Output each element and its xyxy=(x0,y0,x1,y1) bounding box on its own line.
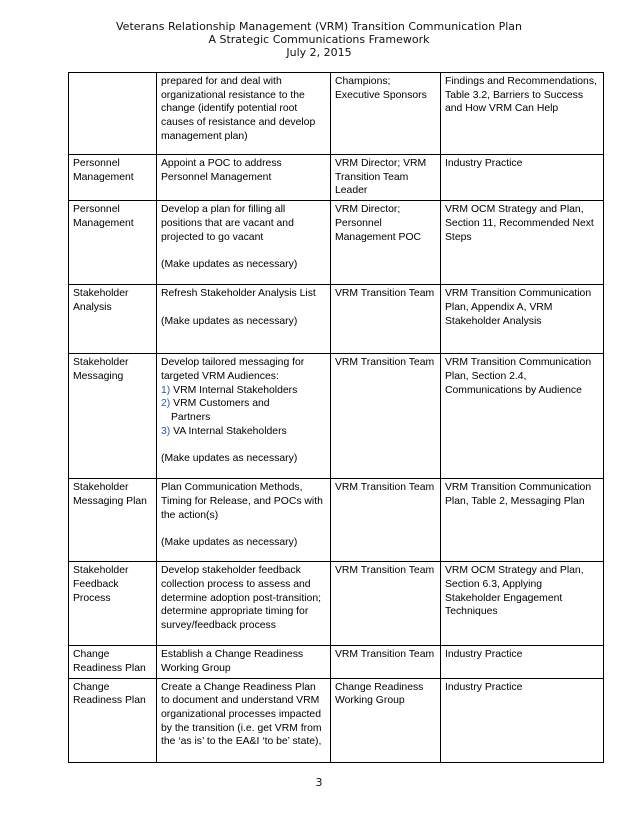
document-subtitle: A Strategic Communications Framework xyxy=(208,33,430,46)
activity-text: Develop a plan for filling all positions that are vacant and projected to go vacant xyxy=(161,204,294,243)
table-row xyxy=(69,479,604,562)
activity-cell xyxy=(157,678,331,762)
table-row xyxy=(69,285,604,354)
activity-text: Refresh Stakeholder Analysis List xyxy=(161,288,316,300)
activity-cell xyxy=(157,155,331,201)
document-header xyxy=(0,20,638,59)
category-cell: Stakeholder Messaging xyxy=(69,354,157,479)
category-cell: Change Readiness Plan xyxy=(69,678,157,762)
owner-cell: VRM Transition Team xyxy=(331,479,441,562)
activity-text: prepared for and deal with organizational resistance to the change (identify potential root causes of resistance and develop management plan) xyxy=(161,76,316,142)
category-cell: Stakeholder Messaging Plan xyxy=(69,479,157,562)
activity-cell xyxy=(157,354,331,479)
owner-cell: VRM Director; Personnel Management POC xyxy=(331,201,441,285)
activity-text: Create a Change Readiness Plan to document and understand VRM organizational processes impacted by the transition (i.e. get VRM from the ‘as is’ to the EA&I ‘to be’ state), xyxy=(161,681,322,748)
table-row xyxy=(69,201,604,285)
category-cell: Personnel Management xyxy=(69,155,157,201)
activity-text: Develop stakeholder feedback collection process to assess and determine adoption post-transition; determine appropriate timing for survey/feedback process xyxy=(161,565,321,631)
reference-cell: VRM OCM Strategy and Plan, Section 11, Recommended Next Steps xyxy=(441,201,604,285)
reference-cell: VRM Transition Communication Plan, Section 2.4, Communications by Audience xyxy=(441,354,604,479)
audience-list-item: 3) VA Internal Stakeholders xyxy=(161,425,287,437)
activity-cell xyxy=(157,646,331,678)
reference-cell: Industry Practice xyxy=(441,646,604,678)
owner-cell: Change Readiness Working Group xyxy=(331,678,441,762)
document-date: July 2, 2015 xyxy=(286,46,352,59)
table-row xyxy=(69,646,604,678)
activity-cell xyxy=(157,562,331,646)
reference-cell: Findings and Recommendations, Table 3.2, Barriers to Success and How VRM Can Help xyxy=(441,73,604,155)
page-number: 3 xyxy=(315,776,323,789)
owner-cell: Champions; Executive Sponsors xyxy=(331,73,441,155)
activity-cell xyxy=(157,201,331,285)
category-cell: Stakeholder Analysis xyxy=(69,285,157,354)
activity-note: (Make updates as necessary) xyxy=(161,453,298,465)
owner-cell: VRM Transition Team xyxy=(331,354,441,479)
reference-cell: VRM Transition Communication Plan, Table 2, Messaging Plan xyxy=(441,479,604,562)
owner-cell: VRM Transition Team xyxy=(331,646,441,678)
audience-list-item: 1) VRM Internal Stakeholders xyxy=(161,384,298,396)
activity-cell xyxy=(157,479,331,562)
activity-text: Establish a Change Readiness Working Group xyxy=(161,649,304,674)
table-row xyxy=(69,354,604,479)
owner-cell: VRM Transition Team xyxy=(331,562,441,646)
document-title: Veterans Relationship Management (VRM) Transition Communication Plan xyxy=(116,20,522,33)
activity-text: Plan Communication Methods, Timing for Release, and POCs with the action(s) xyxy=(161,482,323,521)
reference-cell: VRM Transition Communication Plan, Appendix A, VRM Stakeholder Analysis xyxy=(441,285,604,354)
activity-note: (Make updates as necessary) xyxy=(161,315,298,327)
activity-note: (Make updates as necessary) xyxy=(161,536,298,548)
table-row xyxy=(69,562,604,646)
communication-plan-table xyxy=(68,72,604,763)
activity-cell xyxy=(157,285,331,354)
category-cell xyxy=(69,73,157,155)
activity-text: Develop tailored messaging for targeted VRM Audiences: xyxy=(161,357,305,382)
reference-cell: VRM OCM Strategy and Plan, Section 6.3, Applying Stakeholder Engagement Techniques xyxy=(441,562,604,646)
activity-text: Appoint a POC to address Personnel Management xyxy=(161,158,282,183)
reference-cell: Industry Practice xyxy=(441,155,604,201)
table-row xyxy=(69,155,604,201)
table-row xyxy=(69,73,604,155)
reference-cell: Industry Practice xyxy=(441,678,604,762)
owner-cell: VRM Transition Team xyxy=(331,285,441,354)
activity-note: (Make updates as necessary) xyxy=(161,258,298,270)
activity-cell xyxy=(157,73,331,155)
category-cell: Change Readiness Plan xyxy=(69,646,157,678)
table-row xyxy=(69,678,604,762)
category-cell: Stakeholder Feedback Process xyxy=(69,562,157,646)
audience-list-item: 2) VRM Customers and Partners xyxy=(161,398,270,423)
category-cell: Personnel Management xyxy=(69,201,157,285)
owner-cell: VRM Director; VRM Transition Team Leader xyxy=(331,155,441,201)
